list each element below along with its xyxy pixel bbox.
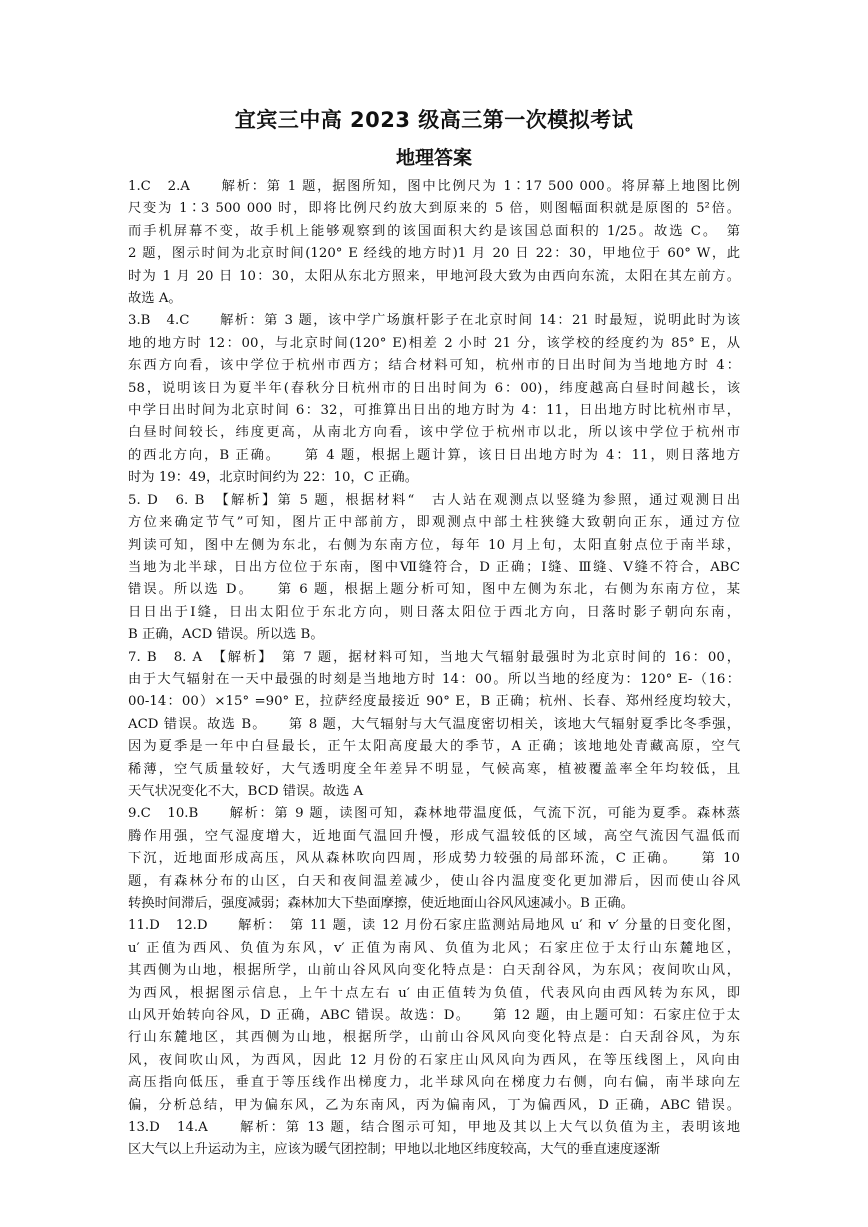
- text-line: 故选 A。: [128, 291, 182, 307]
- text-line: 的西北方向，B 正确。 第 4 题，根据上题计算，该日日出地方时为 4：11，则日落地方: [128, 447, 740, 463]
- text-line: 13.D 14.A 解析：第 13 题，结合图示可知，甲地及其以上大气以负值为主，表明该地: [128, 1120, 740, 1136]
- text-line: 58，说明该日为夏半年(春秋分日杭州市的日出时间为 6：00)，纬度越高白昼时间越长，该: [128, 380, 740, 396]
- text-line: 中学日出时间为北京时间 6：32，可推算出日出的地方时为 4：11，日出地方时比杭州市早，: [128, 403, 740, 419]
- text-line: 时为 1 月 20 日 10：30，太阳从东北方照来，甲地河段大致为由西向东流，太阳在其左前方。: [128, 268, 740, 284]
- text-line: 尺变为 1∶3 500 000 时，即将比例尺约放大到原来的 5 倍，则图幅面积就是原图的 5²倍。: [128, 201, 740, 217]
- text-line: 日日出于Ⅰ缝，日出太阳位于东北方向，则日落太阳位于西北方向，日落时影子朝向东南，: [128, 604, 740, 620]
- document-subtitle: 地理答案: [395, 147, 472, 169]
- document-title: 宜宾三中高 2023 级高三第一次模拟考试: [234, 108, 634, 132]
- text-line: u′ 正值为西风、负值为东风，v′ 正值为南风、负值为北风；石家庄位于太行山东麓地区，: [128, 940, 740, 956]
- text-line: 而手机屏幕不变，故手机上能够观察到的该国面积大约是该国总面积的 1/25。故选 C。 第: [128, 223, 740, 239]
- text-line: 转换时间滞后，强度减弱；森林加大下垫面摩擦，使近地面山谷风风速减小。B 正确。: [128, 896, 634, 911]
- text-line: B 正确，ACD 错误。所以选 B。: [128, 627, 324, 643]
- text-line: 方位来确定节气”可知，图片正中部前方，即观测点中部土柱狭缝大致朝向正东，通过方位: [128, 515, 740, 531]
- text-line: 偏，分析总结，甲为偏东风，乙为东南风，丙为偏南风，丁为偏西风，D 正确，ABC 错误。: [128, 1097, 740, 1113]
- text-line: ACD 错误。故选 B。 第 8 题，大气辐射与大气温度密切相关，该地大气辐射夏季比冬季强，: [128, 716, 740, 732]
- text-line: 9.C 10.B 解析：第 9 题，读图可知，森林地带温度低，气流下沉，可能为夏季。森林蒸: [128, 806, 740, 822]
- text-line: 其西侧为山地，根据所学，山前山谷风风向变化特点是：白天刮谷风，为东风；夜间吹山风，: [128, 963, 740, 979]
- text-line: 地的地方时 12：00，与北京时间(120° E)相差 2 小时 21 分，该学校的经度约为 85° E，从: [128, 335, 740, 351]
- text-line: 东西方向看，该中学位于杭州市西方；结合材料可知，杭州市的日出时间为当地地方时 4：: [128, 358, 740, 374]
- text-line: 白昼时间较长，纬度更高，从南北方向看，该中学位于杭州市以北，所以该中学位于杭州市: [128, 425, 740, 441]
- text-line: 2 题，图示时间为北京时间(120° E 经线的地方时)1 月 20 日 22：30，甲地位于 60° W，此: [128, 246, 740, 262]
- text-line: 当地为北半球，日出方位位于东南，图中Ⅶ缝符合，D 正确；Ⅰ缝、Ⅲ缝、Ⅴ缝不符合，ABC: [128, 559, 740, 575]
- text-line: 为西风，根据图示信息，上午十点左右 u′ 由正值转为负值，代表风向由西风转为东风，即: [128, 985, 740, 1001]
- text-line: 错误。所以选 D。 第 6 题，根据上题分析可知，图中左侧为东北，右侧为东南方位，某: [128, 582, 740, 598]
- text-line: 00-14：00）×15° =90° E，拉萨经度最接近 90° E，B 正确；杭州、长春、郑州经度均较大，: [128, 694, 740, 710]
- text-line: 区大气以上升运动为主，应该为暖气团控制；甲地以北地区纬度较高，大气的垂直速度逐渐: [128, 1142, 660, 1158]
- text-line: 天气状况变化不大，BCD 错误。故选 A: [128, 783, 364, 799]
- text-line: 行山东麓地区，其西侧为山地，根据所学，山前山谷风风向变化特点是：白天刮谷风，为东: [128, 1030, 740, 1046]
- text-line: 时为 19：49，北京时间约为 22：10，C 正确。: [128, 470, 418, 486]
- text-line: 下沉，近地面形成高压，风从森林吹向四周，形成势力较强的局部环流，C 正确。 第 10: [128, 851, 740, 867]
- text-line: 11.D 12.D 解析： 第 11 题，读 12 月份石家庄监测站局地风 u′ 和 v′ 分量的日变化图，: [128, 918, 740, 934]
- text-line: 风，夜间吹山风，为西风，因此 12 月份的石家庄山风风向为西风，在等压线图上，风向由: [128, 1052, 740, 1068]
- text-line: 7. B 8. A 【解析】 第 7 题，据材料可知，当地大气辐射最强时为北京时间的 16：00，: [128, 649, 740, 665]
- text-line: 稀薄，空气质量较好，大气透明度全年差异不明显，气候高寒，植被覆盖率全年均较低，且: [128, 761, 740, 777]
- text-line: 由于大气辐射在一天中最强的时刻是当地地方时 14：00。所以当地的经度为：120° E-（16：: [128, 671, 740, 687]
- text-line: 山风开始转向谷风，D 正确，ABC 错误。故选：D。 第 12 题，由上题可知：石家庄位于太: [128, 1008, 740, 1024]
- text-line: 题，有森林分布的山区，白天和夜间温差减少，使山谷内温度变化更加滞后，因而使山谷风: [128, 873, 740, 889]
- text-line: 因为夏季是一年中白昼最长，正午太阳高度最大的季节，A 正确；该地地处青藏高原，空气: [128, 739, 740, 755]
- text-line: 腾作用强，空气湿度增大，近地面气温回升慢，形成气温较低的区域，高空气流因气温低而: [128, 828, 740, 844]
- text-line: 判读可知，图中左侧为东北，右侧为东南方位，每年 10 月上旬，太阳直射点位于南半球，: [128, 537, 740, 553]
- answer-body: [128, 176, 740, 1162]
- text-line: 5. D 6. B 【解析】第 5 题，根据材料“ 古人站在观测点以竖缝为参照，通过观测日出: [128, 492, 740, 508]
- text-line: 高压指向低压，垂直于等压线作出梯度力，北半球风向在梯度力右侧，向右偏，南半球向左: [128, 1075, 740, 1091]
- text-line: 1.C 2.A 解析：第 1 题，据图所知，图中比例尺为 1∶17 500 000。将屏幕上地图比例: [128, 179, 740, 194]
- text-line: 3.B 4.C 解析：第 3 题，该中学广场旗杆影子在北京时间 14：21 时最短，说明此时为该: [128, 313, 740, 329]
